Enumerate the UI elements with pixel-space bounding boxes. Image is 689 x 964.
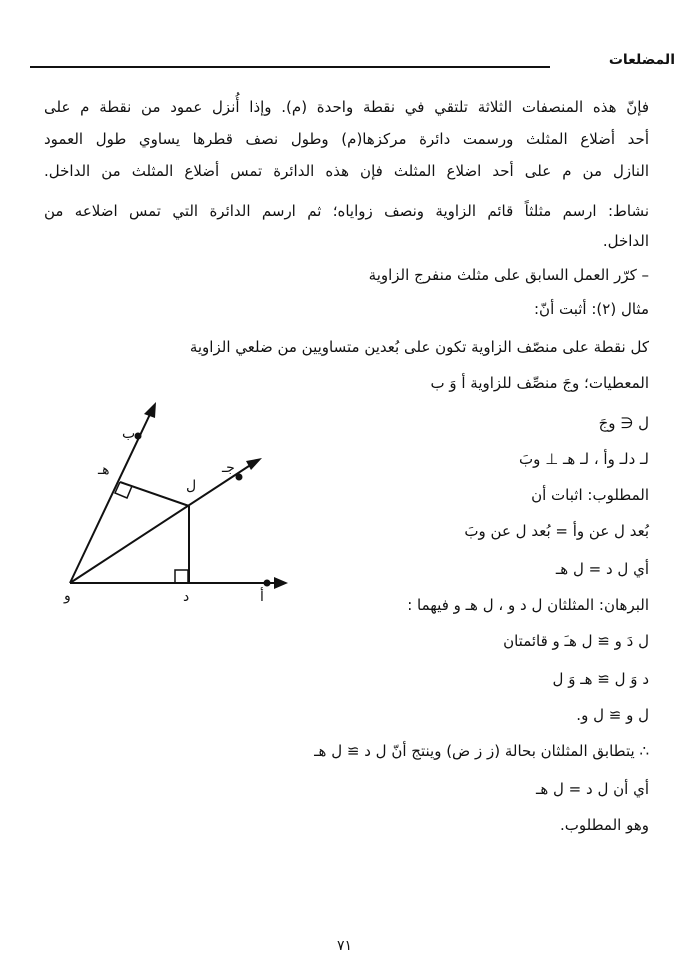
example-statement: كل نقطة على منصّف الزاوية تكون على بُعدين متساويين من ضلعي الزاوية	[189, 338, 649, 356]
label-b: ب	[122, 426, 136, 442]
point-b	[135, 433, 142, 440]
label-w: و	[64, 588, 71, 604]
paragraph-line-3: النازل من م على أحد اضلاع المثلث فإن هذه الدائرة تمس أضلاع المثلث من الداخل.	[44, 162, 649, 180]
chapter-title: المضلعات	[608, 52, 675, 68]
activity-line-2: الداخل.	[602, 232, 649, 250]
required-line-2: أي ل د = ل هـ	[555, 560, 649, 578]
perpendicular-lh	[120, 482, 189, 506]
given-line-2: ل ∈ وجَ	[598, 414, 649, 432]
paragraph-line-2: أحد أضلاع المثلث ورسمت دائرة مركزها(م) وطول نصف قطرها يساوي طول العمود	[44, 130, 649, 148]
point-j	[236, 474, 243, 481]
required-title: المطلوب: اثبات أن	[531, 486, 649, 504]
arrow-b-icon	[144, 402, 156, 418]
right-angle-d	[175, 570, 188, 583]
example-title: مثال (٢): أثبت أنّ:	[534, 300, 649, 318]
point-a	[264, 580, 271, 587]
geometry-figure	[52, 400, 292, 610]
proof-line-6: وهو المطلوب.	[560, 816, 649, 834]
given-line-3: لـ دلـ وأ ، لـ هـ ⊥ وبَ	[519, 450, 649, 468]
proof-line-5: أي أن ل د = ل هـ	[535, 780, 649, 798]
proof-title: البرهان: المثلثان ل د و ، ل هـ و فيهما :	[407, 596, 649, 614]
paragraph-line-1: فإنّ هذه المنصفات الثلاثة تلتقي في نقطة واحدة (م). وإذا أُنزل عمود من نقطة م على	[44, 98, 649, 116]
proof-line-3: ل و ≅ ل و.	[576, 706, 649, 724]
activity-line-1: نشاط: ارسم مثلثاً قائم الزاوية ونصف زواياه؛ ثم ارسم الدائرة التي تمس اضلاعه من	[44, 202, 649, 220]
proof-line-1: ل دَ و ≅ ل هـَ و قائمتان	[503, 632, 649, 650]
proof-line-2: د وَ ل ≅ هـ وَ ل	[552, 670, 649, 688]
label-j: جـ	[222, 460, 235, 476]
label-l: ل	[186, 478, 197, 494]
repeat-instruction: – كرّر العمل السابق على مثلث منفرج الزاوية	[368, 266, 649, 284]
header-rule	[30, 66, 550, 68]
proof-line-4: ∴ يتطابق المثلثان بحالة (ز ز ض) وينتج أنّ ل د ≅ ل هـ	[314, 742, 649, 760]
given-line-1: المعطيات؛ وجَ منصِّف للزاوية أ وَ ب	[430, 374, 649, 392]
page-header	[30, 52, 675, 74]
label-d: د	[183, 589, 190, 605]
arrow-j-icon	[246, 458, 262, 470]
label-a: أ	[260, 589, 264, 605]
page-number: ٧١	[336, 938, 353, 954]
label-h: هـ	[98, 462, 110, 478]
required-line-1: بُعد ل عن وأ = بُعد ل عن وبَ	[464, 522, 649, 540]
arrow-a-icon	[274, 577, 288, 589]
